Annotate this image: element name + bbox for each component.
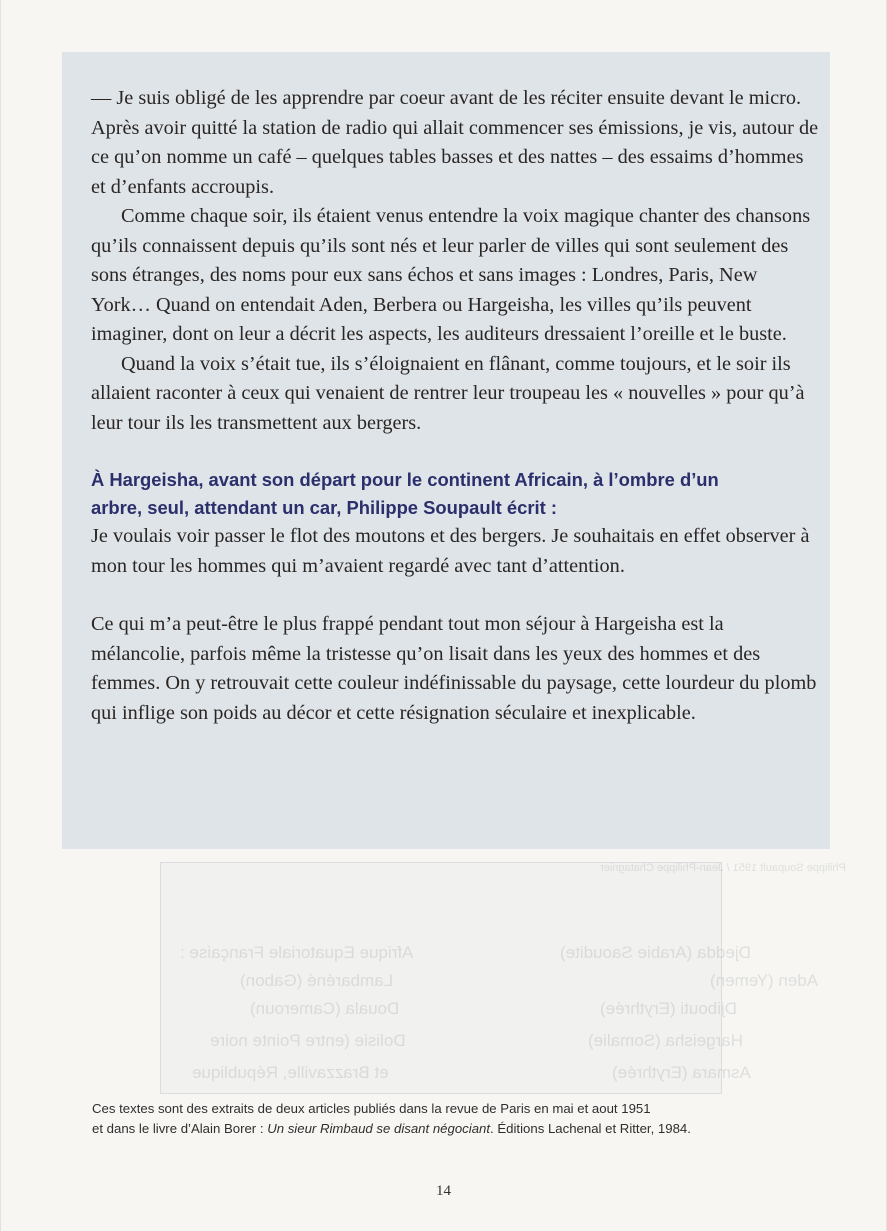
- bleed-through-line: Hargeisha (Somalie): [588, 1031, 743, 1050]
- article-text: [91, 84, 821, 728]
- paragraph-news-to-shepherds: Quand la voix s’était tue, ils s’éloignaient en flânant, comme toujours, et le soir ils allaient raconter à ceux qui venaient de rentrer leur troupeau les « nouvelles » pour qu’à leur tour ils les transmettent aux bergers.: [91, 352, 805, 434]
- footnote-line-2: [92, 1119, 852, 1139]
- bleed-through-line: Djibouti (Erythrée): [600, 999, 737, 1018]
- bleed-through-line: Aden (Yemen): [710, 971, 819, 990]
- footnote-line-2-start: et dans le livre d’Alain Borer :: [92, 1121, 268, 1136]
- bleed-through-line: Dolisie (entre Pointe noire: [210, 1031, 406, 1050]
- bleed-through-reverse-page: [150, 850, 870, 1090]
- paragraph-melancholy: Ce qui m’a peut-être le plus frappé pendant tout mon séjour à Hargeisha est la mélancolie, parfois même la tristesse qu’on lisait dans les yeux des hommes et des femmes. On y retrouvait cette couleur indéfinissable du paysage, cette lourdeur du plomb qui inflige son poids au décor et cette résignation séculaire et inexplicable.: [91, 613, 817, 724]
- bleed-through-line: Djedda (Arabie Saoudite): [560, 943, 751, 962]
- paragraph-sheep-and-shepherds: Je voulais voir passer le flot des moutons et des bergers. Je souhaitais en effet observer à mon tour les hommes qui m’avaient regardé avec tant d’attention.: [91, 525, 810, 577]
- footnote-line-2-end: . Éditions Lachenal et Ritter, 1984.: [490, 1121, 691, 1136]
- paragraph-intro: — Je suis obligé de les apprendre par coeur avant de les réciter ensuite devant le micro. Après avoir quitté la station de radio qui allait commencer ses émissions, je vis, autour de ce qu’on nomme un café – quelques tables basses et des nattes – des essaims d’hommes et d’enfants accroupis.: [91, 87, 819, 198]
- bleed-through-line: Afrique Equatoriale Française :: [180, 943, 414, 962]
- section-heading: À Hargeisha, avant son départ pour le continent Africain, à l’ombre d’un arbre, seul, attendant un car, Philippe Soupault écrit :: [91, 469, 719, 518]
- bleed-through-line: Lambaréné (Gabon): [240, 971, 394, 990]
- bleed-through-line: et Brazzaville, République: [192, 1063, 389, 1082]
- bleed-through-line: Asmara (Erythrée): [612, 1063, 751, 1082]
- footnote-book-title: Un sieur Rimbaud se disant négociant: [267, 1121, 491, 1136]
- page-number: 14: [436, 1183, 451, 1199]
- bleed-through-map: [160, 862, 722, 1094]
- source-footnote: [92, 1099, 852, 1139]
- bleed-through-line: Douala (Cameroun): [250, 999, 400, 1018]
- bleed-through-caption: Philippe Soupault 1951 / Jean-Philippe Chatagnier: [600, 862, 846, 874]
- paragraph-radio-listeners: Comme chaque soir, ils étaient venus entendre la voix magique chanter des chansons qu’ils connaissent depuis qu’ils sont nés et leur parler de villes qui sont seulement des sons étranges, des noms pour eux sans échos et sans images : Londres, Paris, New York… Quand on entendait Aden, Berbera ou Hargeisha, les villes qu’ils peuvent imaginer, dont on leur a décrit les aspects, les auditeurs dressaient l’oreille et le buste.: [91, 205, 811, 345]
- footnote-line-1: Ces textes sont des extraits de deux articles publiés dans la revue de Paris en mai et aout 1951: [92, 1101, 651, 1116]
